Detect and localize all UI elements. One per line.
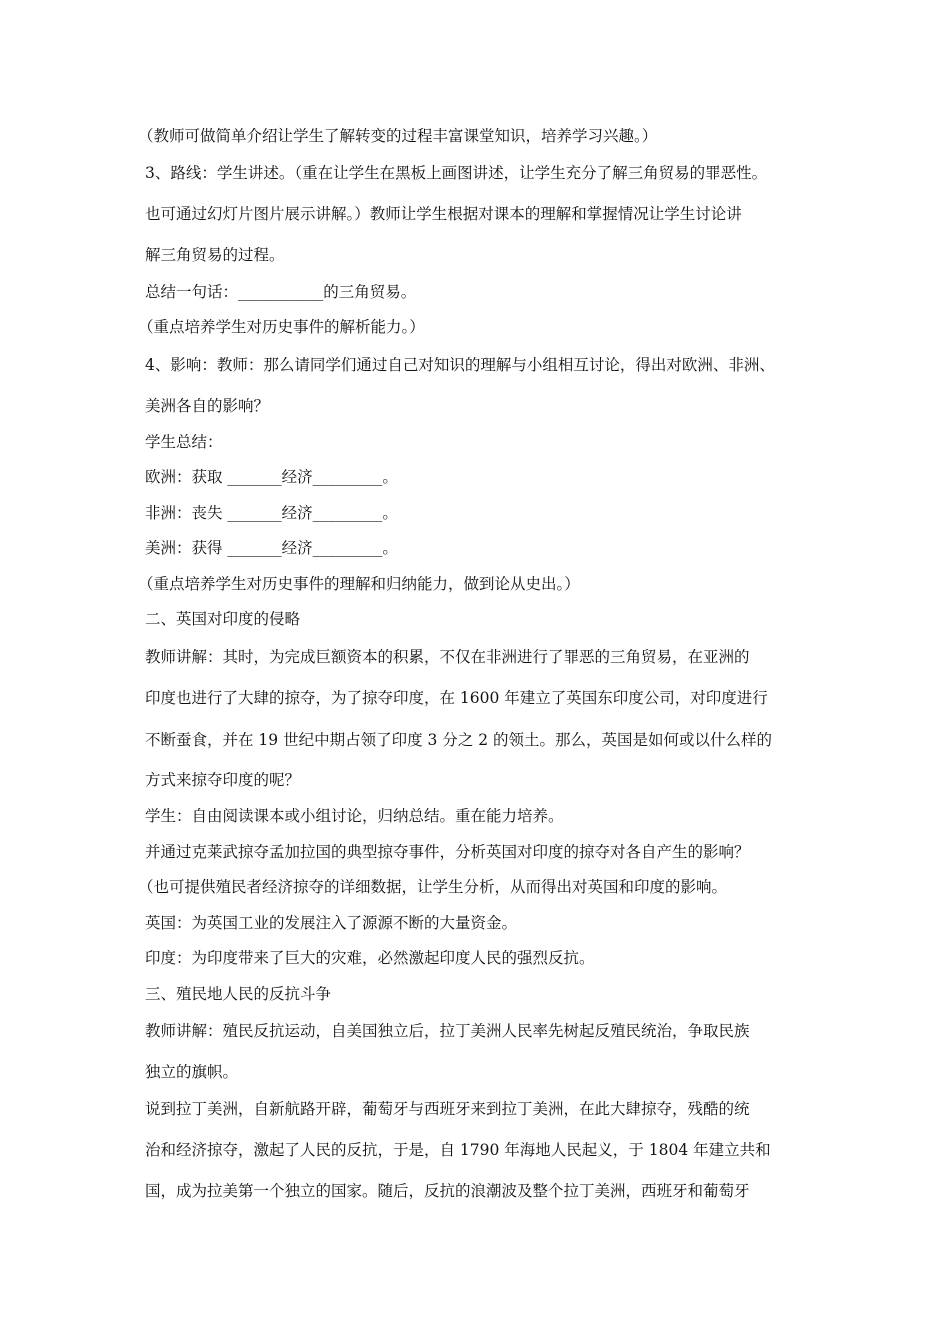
text-line: 不断蚕食，并在 19 世纪中期占领了印度 3 分之 2 的领土。那么，英国是如何或以什么样的 (145, 731, 773, 749)
text-line: （重点培养学生对历史事件的理解和归纳能力，做到论从史出。） (138, 575, 580, 593)
text-line: 欧洲：获取 _______经济_________。 (145, 468, 398, 486)
text-line: 解三角贸易的过程。 (145, 246, 285, 264)
text-line: 国，成为拉美第一个独立的国家。随后，反抗的浪潮波及整个拉丁美洲，西班牙和葡萄牙 (145, 1182, 750, 1200)
text-line: 方式来掠夺印度的呢？ (145, 771, 301, 789)
text-line: 非洲：丧失 _______经济_________。 (145, 504, 398, 522)
text-line: （教师可做简单介绍让学生了解转变的过程丰富课堂知识，培养学习兴趣。） (138, 127, 658, 145)
text-line: 教师讲解：其时，为完成巨额资本的积累，不仅在非洲进行了罪恶的三角贸易，在亚洲的 (145, 648, 750, 666)
text-line: 教师讲解：殖民反抗运动，自美国独立后，拉丁美洲人民率先树起反殖民统治，争取民族 (145, 1022, 750, 1040)
text-line: 学生总结： (145, 433, 223, 451)
text-line: 治和经济掠夺，激起了人民的反抗，于是，自 1790 年海地人民起义，于 1804 年建立共和 (145, 1141, 771, 1159)
text-line: 独立的旗帜。 (145, 1063, 239, 1081)
text-line: 印度：为印度带来了巨大的灾难，必然激起印度人民的强烈反抗。 (145, 949, 595, 967)
text-line: 也可通过幻灯片图片展示讲解。）教师让学生根据对课本的理解和掌握情况让学生讨论讲 (145, 205, 742, 223)
text-line: 印度也进行了大肆的掠夺，为了掠夺印度，在 1600 年建立了英国东印度公司，对印度进行 (145, 689, 768, 707)
text-line: 并通过克莱武掠夺孟加拉国的典型掠夺事件，分析英国对印度的掠夺对各自产生的影响？ (145, 843, 750, 861)
text-line: 3、路线：学生讲述。（重在让学生在黑板上画图讲述，让学生充分了解三角贸易的罪恶性。 (145, 164, 768, 182)
text-line: 说到拉丁美洲，自新航路开辟，葡萄牙与西班牙来到拉丁美洲，在此大肆掠夺，残酷的统 (145, 1100, 750, 1118)
text-line: 4、影响：教师：那么请同学们通过自己对知识的理解与小组相互讨论，得出对欧洲、非洲、 (145, 356, 775, 374)
text-line: 英国：为英国工业的发展注入了源源不断的大量资金。 (145, 914, 518, 932)
text-line: （重点培养学生对历史事件的解析能力。） (138, 318, 425, 336)
text-line: 总结一句话：___________的三角贸易。 (145, 283, 417, 301)
section-heading: 三、殖民地人民的反抗斗争 (145, 985, 332, 1003)
section-heading: 二、英国对印度的侵略 (145, 610, 301, 628)
text-line: 美洲：获得 _______经济_________。 (145, 539, 398, 557)
text-line: 学生：自由阅读课本或小组讨论，归纳总结。重在能力培养。 (145, 807, 564, 825)
text-line: 美洲各自的影响？ (145, 397, 270, 415)
text-line: （也可提供殖民者经济掠夺的详细数据，让学生分析，从而得出对英国和印度的影响。 (138, 878, 728, 896)
